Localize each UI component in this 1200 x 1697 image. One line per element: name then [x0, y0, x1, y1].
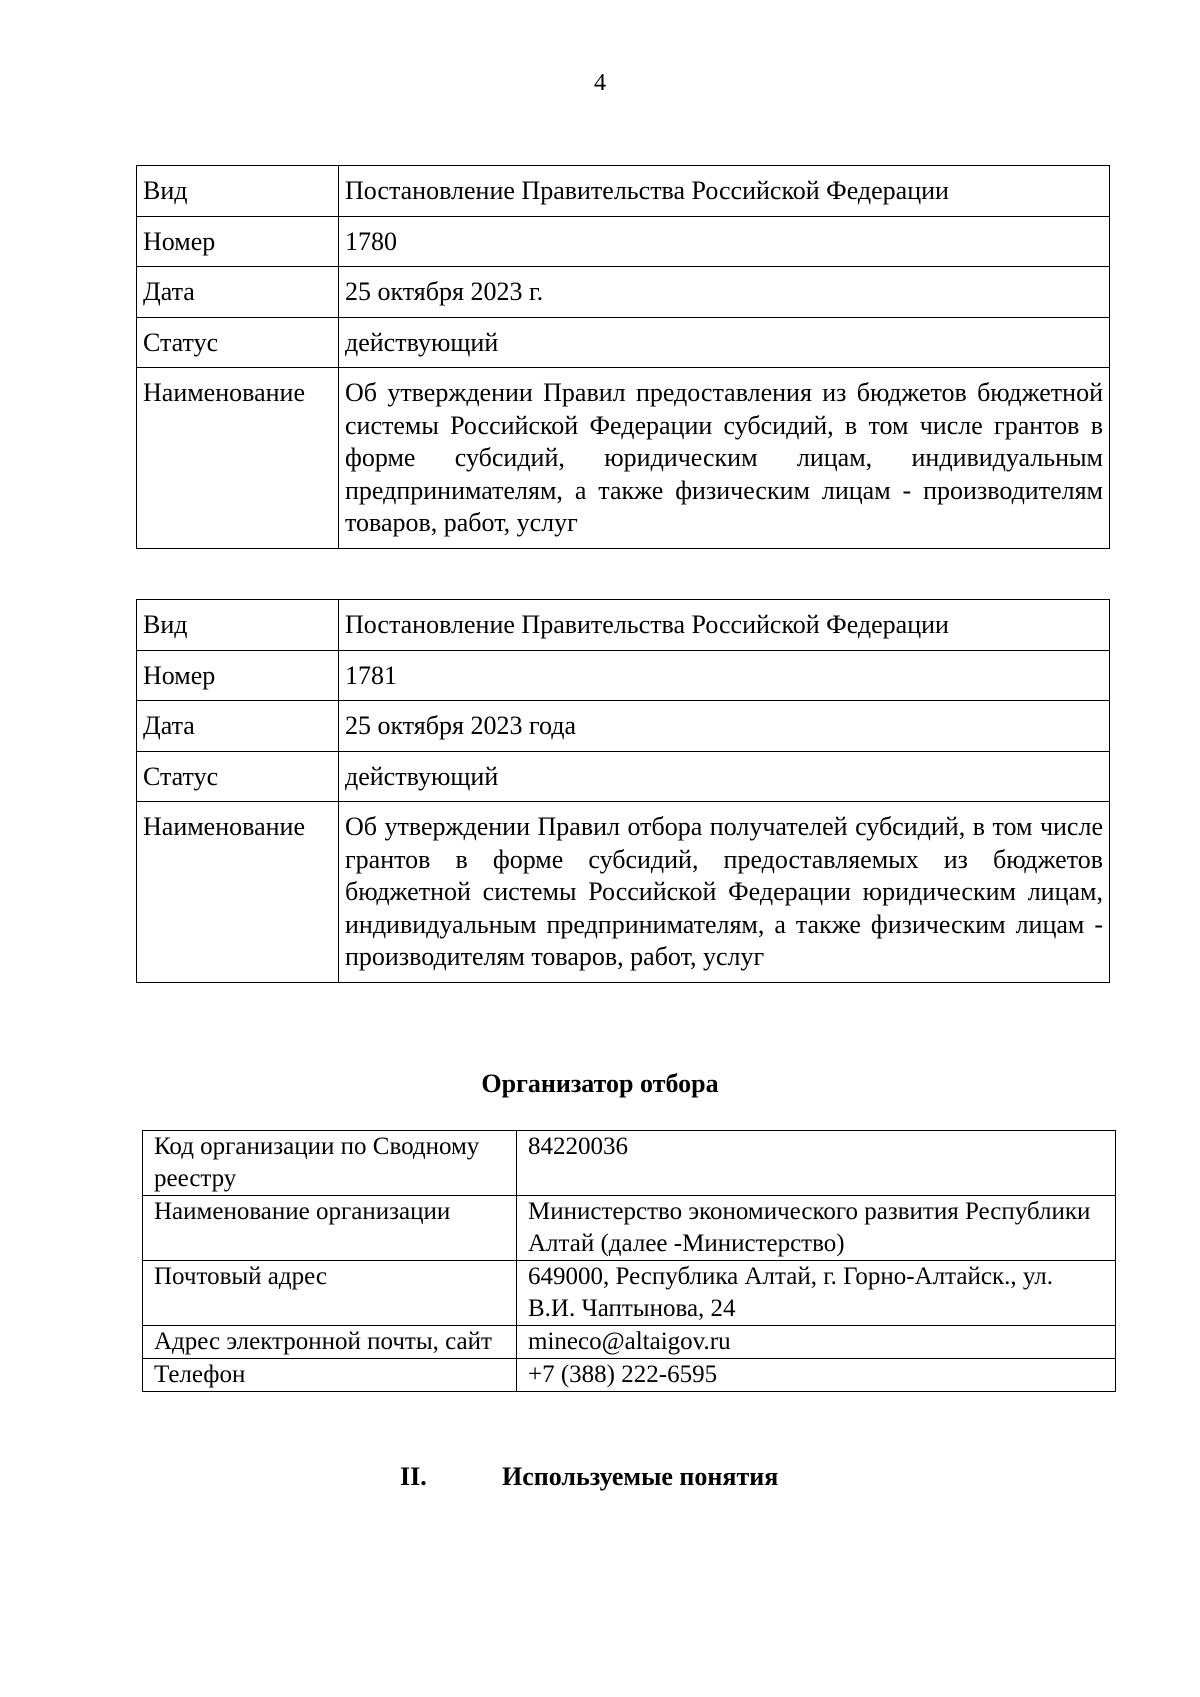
- field-label-number: Номер: [137, 216, 339, 267]
- field-value-title: Об утверждении Правил предоставления из бюджетов бюджетной системы Российской Федерации субсидий, в том числе грантов в форме субсидий, юридическим лицам, индивидуальным предпринимателям, а также физическим лицам - производителям товаров, работ, услуг: [339, 368, 1110, 549]
- org-label-email: Адрес электронной почты, сайт: [143, 1326, 517, 1359]
- field-label-number: Номер: [137, 650, 339, 701]
- table-row: [137, 216, 1110, 267]
- table-row: [143, 1261, 1116, 1326]
- table-row: [137, 368, 1110, 549]
- section-title: Используемые понятия: [502, 1462, 779, 1491]
- section-number: II.: [400, 1462, 427, 1491]
- table-row: [143, 1326, 1116, 1359]
- field-value-number: 1780: [339, 216, 1110, 267]
- table-row: [143, 1131, 1116, 1196]
- field-label-type: Вид: [137, 166, 339, 217]
- table-row: [137, 701, 1110, 752]
- field-value-type: Постановление Правительства Российской Федерации: [339, 600, 1110, 651]
- org-value-phone: +7 (388) 222-6595: [517, 1359, 1116, 1392]
- org-value-name: Министерство экономического развития Республики Алтай (далее -Министерство): [517, 1196, 1116, 1261]
- table-row: [143, 1196, 1116, 1261]
- table-row: [143, 1359, 1116, 1392]
- organizer-table: [142, 1130, 1116, 1392]
- field-label-type: Вид: [137, 600, 339, 651]
- field-label-date: Дата: [137, 267, 339, 318]
- table-row: [137, 600, 1110, 651]
- field-label-date: Дата: [137, 701, 339, 752]
- org-label-name: Наименование организации: [143, 1196, 517, 1261]
- table-row: [137, 802, 1110, 983]
- org-label-phone: Телефон: [143, 1359, 517, 1392]
- org-label-registry-code: Код организации по Сводному реестру: [143, 1131, 517, 1196]
- page-number: 4: [594, 70, 606, 96]
- field-value-title: Об утверждении Правил отбора получателей субсидий, в том числе грантов в форме субсидий, предоставляемых из бюджетов бюджетной системы Российской Федерации юридическим лицам, индивидуальным предпринимателям, а также физическим лицам - производителям товаров, работ, услуг: [339, 802, 1110, 983]
- table-row: [137, 650, 1110, 701]
- field-value-status: действующий: [339, 751, 1110, 802]
- org-value-postal-address: 649000, Республика Алтай, г. Горно-Алтайск., ул. В.И. Чаптынова, 24: [517, 1261, 1116, 1326]
- org-value-email: mineco@altaigov.ru: [517, 1326, 1116, 1359]
- field-value-type: Постановление Правительства Российской Федерации: [339, 166, 1110, 217]
- field-value-date: 25 октября 2023 года: [339, 701, 1110, 752]
- legal-act-table-1780: [136, 165, 1110, 549]
- field-label-status: Статус: [137, 751, 339, 802]
- table-row: [137, 317, 1110, 368]
- field-value-number: 1781: [339, 650, 1110, 701]
- field-label-title: Наименование: [137, 368, 339, 549]
- field-value-date: 25 октября 2023 г.: [339, 267, 1110, 318]
- org-value-registry-code: 84220036: [517, 1131, 1116, 1196]
- table-row: [137, 267, 1110, 318]
- org-label-postal-address: Почтовый адрес: [143, 1261, 517, 1326]
- field-label-title: Наименование: [137, 802, 339, 983]
- field-value-status: действующий: [339, 317, 1110, 368]
- table-row: [137, 166, 1110, 217]
- organizer-heading: Организатор отбора: [481, 1069, 719, 1098]
- table-row: [137, 751, 1110, 802]
- legal-act-table-1781: [136, 599, 1110, 983]
- field-label-status: Статус: [137, 317, 339, 368]
